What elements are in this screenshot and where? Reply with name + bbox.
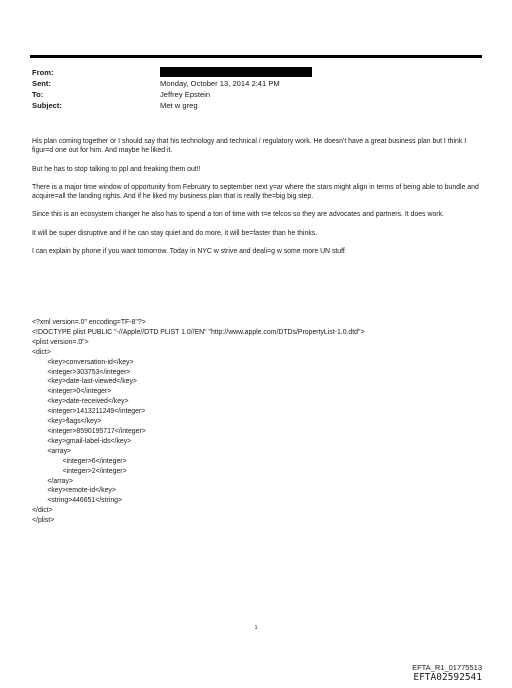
xml-line: <key>conversation-id</key> xyxy=(32,358,134,366)
header-rule xyxy=(30,55,482,58)
xml-line: <!DOCTYPE plist PUBLIC "-//Apple//DTD PLIST 1.0//EN" "http://www.apple.com/DTDs/PropertyList-1.0.dtd"> xyxy=(32,328,365,336)
sent-value: Monday, October 13, 2014 2:41 PM xyxy=(160,79,280,88)
xml-line: <integer>8590195717</integer> xyxy=(32,427,146,435)
xml-line: </array> xyxy=(32,477,73,485)
xml-line: <integer>2</integer> xyxy=(32,467,127,475)
xml-line: <integer>0</integer> xyxy=(32,388,112,396)
body-paragraph: Since this is an ecosystem changer he also has to spend a ton of time with t=e telcos so they are advocates and partners. It does work. xyxy=(32,211,444,219)
sent-row xyxy=(32,78,482,89)
xml-line: <array> xyxy=(32,447,72,455)
xml-line: <integer>6</integer> xyxy=(32,457,127,465)
xml-line: <key>remote-id</key> xyxy=(32,487,116,495)
body-paragraph: But he has to stop talking to ppl and freaking them out!! xyxy=(32,165,201,173)
body-paragraph: His plan coming together or I should say that his technology and technical / regulatory work. He doesn't have a great business plan but I think I figur=d one out for him. And maybe he liked it. xyxy=(32,138,467,155)
xml-line: </plist> xyxy=(32,517,55,525)
xml-line: </dict> xyxy=(32,507,53,515)
page-number: 1 xyxy=(254,625,258,631)
xml-line: <key>date-received</key> xyxy=(32,398,129,406)
from-label: From: xyxy=(32,68,54,77)
document-reference-primary: EFTA_R1_01775513 xyxy=(412,663,482,672)
xml-line: <integer>1413211249</integer> xyxy=(32,408,146,416)
body-paragraph: It will be super disruptive and if he can stay quiet and do more, it will be=faster than he thinks. xyxy=(32,229,318,237)
body-paragraph: I can explain by phone if you want tomorrow. Today in NYC w strive and deali=g w some more UN stuff xyxy=(32,248,345,256)
xml-line: <key>gmail-label-ids</key> xyxy=(32,437,132,445)
redaction-bar xyxy=(160,67,312,77)
xml-line: <plist version=.0"> xyxy=(32,338,89,346)
body-paragraph: There is a major time window of opportunity from February to september next y=ar where the stars might align in terms of being able to bundle and acquire=all the landing rights. And if he liked my business plan that is really the=big big step. xyxy=(32,183,479,201)
to-label: To: xyxy=(32,90,44,99)
from-row xyxy=(32,67,482,78)
xml-line: <string>446651</string> xyxy=(32,497,123,505)
from-value xyxy=(160,67,482,78)
to-value: Jeffrey Epstein xyxy=(160,90,211,99)
xml-line: <key>date-last-viewed</key> xyxy=(32,378,137,386)
document-reference-secondary: EFTA02592541 xyxy=(413,672,482,683)
email-header xyxy=(32,67,482,111)
subject-row xyxy=(32,100,482,111)
subject-value: Met w greg xyxy=(160,101,198,110)
email-body xyxy=(32,137,484,265)
sent-label: Sent: xyxy=(32,79,51,88)
xml-line: <?xml version=.0" encoding=TF-8"?> xyxy=(32,319,146,326)
plist-metadata xyxy=(32,318,484,526)
xml-line: <integer>303753</integer> xyxy=(32,368,131,376)
xml-line: <key>flags</key> xyxy=(32,418,102,426)
subject-label: Subject: xyxy=(32,101,62,110)
to-row xyxy=(32,89,482,100)
xml-line: <dict> xyxy=(32,348,51,356)
